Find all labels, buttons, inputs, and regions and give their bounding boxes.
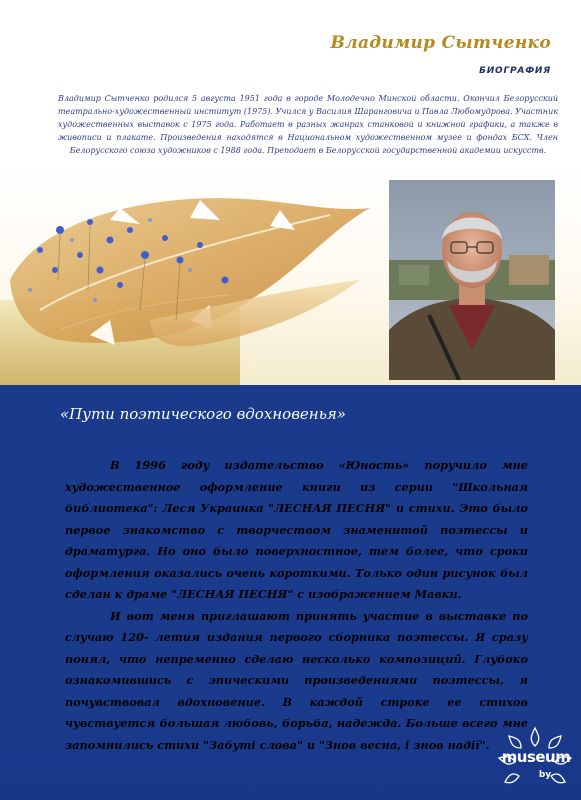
article-paragraph: В 1996 году издательство «Юность» поручило мне художественное оформление книги из серии "Школьная библиотека": Леся Украинка "ЛЕСНАЯ ПЕСНЯ" и стихи. Это было первое знакомство с творчеством знаменитой поэтессы и драматурга. Но оно было поверхностное, тем более, что сроки оформления оказались очень короткими. Только один рисунок был сделан к драме "ЛЕСНАЯ ПЕСНЯ" с изображением Мавки. <box>65 458 528 601</box>
feather-image <box>0 160 400 385</box>
article-paragraph: И вот меня приглашают принять участие в выставке по случаю 120- летия издания первого сборника поэтессы. Я сразу понял, что непременно сделаю несколько композиций. Глубоко ознакомившись с эпическими произведениями поэтессы, я почувствовал вдохновение. В каждой строке ее стихов чувствуется большая любовь, борьба, надежда. Больше всего мне запомнились стихи "Забутi слова" и "Знов весна, i знов надiї". <box>65 608 528 752</box>
portrait-image <box>389 180 555 380</box>
author-portrait <box>389 180 555 380</box>
article-body <box>65 455 528 756</box>
logo-suffix: by <box>538 770 552 780</box>
header <box>0 0 581 175</box>
logo-text: museum <box>501 748 571 766</box>
museum-by-logo <box>495 724 575 796</box>
biography-text: Владимир Сытченко родился 5 августа 1951 года в городе Молодечно Минской области. Окончил Белорусский театрально-художественный институт (1975). Учился у Василия Шаранговича и Павла Любомудрова. Участник художественных выставок с 1975 года. Работает в разных жанрах станковой и книжной графики, а также в живописи и плакате. Произведения находятся в Национальном художественном музее и фондах БСХ. Член Белорусского союза художников с 1988 года. Преподает в Белорусской государственной академии искусств. <box>58 94 558 155</box>
article-title: «Пути поэтического вдохновенья» <box>60 405 346 423</box>
author-name: Владимир Сытченко <box>330 33 551 53</box>
section-label: БИОГРАФИЯ <box>479 66 551 76</box>
article-panel <box>0 385 581 800</box>
image-band <box>0 160 581 385</box>
